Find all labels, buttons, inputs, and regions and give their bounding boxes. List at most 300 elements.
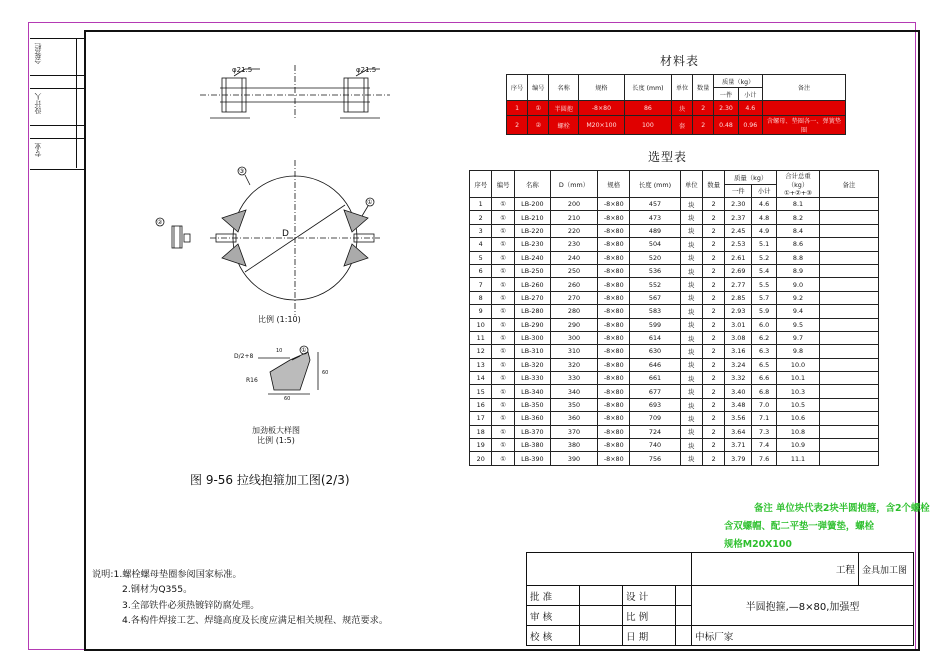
table-cell: -8×80 bbox=[598, 452, 630, 465]
table-cell: 8.9 bbox=[777, 264, 820, 277]
table-cell: 9.7 bbox=[777, 331, 820, 344]
dim-label: φ21.5 bbox=[232, 66, 253, 74]
table-cell: 250 bbox=[550, 264, 597, 277]
table-cell: 7 bbox=[470, 278, 492, 291]
table-cell: 8.2 bbox=[777, 211, 820, 224]
table-cell: 2.93 bbox=[725, 305, 752, 318]
detail-dim: 10 bbox=[276, 348, 283, 354]
table-cell: 9.4 bbox=[777, 305, 820, 318]
general-notes bbox=[92, 567, 388, 628]
table-cell: 10.9 bbox=[777, 439, 820, 452]
table-cell: 4.6 bbox=[738, 101, 762, 116]
table-cell: 块 bbox=[680, 291, 702, 304]
table-cell: 18 bbox=[470, 425, 492, 438]
table-cell: 646 bbox=[630, 358, 680, 371]
table-cell: 3.40 bbox=[725, 385, 752, 398]
table-cell: ① bbox=[492, 372, 514, 385]
table-cell: LB-330 bbox=[514, 372, 550, 385]
table-header: 长度 (mm) bbox=[624, 75, 671, 101]
design-label: 设 计 bbox=[623, 586, 676, 606]
material-table-title: 材料表 bbox=[660, 54, 700, 68]
table-cell: 2 bbox=[702, 291, 724, 304]
table-cell: ① bbox=[528, 101, 549, 116]
table-cell: 2 bbox=[702, 331, 724, 344]
table-cell: ① bbox=[492, 345, 514, 358]
table-cell: -8×80 bbox=[598, 331, 630, 344]
table-cell: LB-340 bbox=[514, 385, 550, 398]
table-cell: 220 bbox=[550, 224, 597, 237]
table-cell: 100 bbox=[624, 116, 671, 135]
table-header: 名称 bbox=[514, 171, 550, 198]
table-cell: 块 bbox=[680, 251, 702, 264]
table-row bbox=[470, 264, 879, 277]
check-label: 校 核 bbox=[527, 626, 580, 646]
table-cell: 4.8 bbox=[752, 211, 777, 224]
table-cell: -8×80 bbox=[598, 224, 630, 237]
table-cell: 5 bbox=[470, 251, 492, 264]
table-cell: 块 bbox=[680, 318, 702, 331]
table-cell: 块 bbox=[680, 372, 702, 385]
note-line: 4.各构件焊接工艺、焊缝高度及长度应满足相关规程、规范要求。 bbox=[122, 614, 389, 626]
table-cell: 8 bbox=[470, 291, 492, 304]
table-cell: -8×80 bbox=[598, 264, 630, 277]
table-cell: 块 bbox=[680, 331, 702, 344]
table-cell: 2.30 bbox=[725, 198, 752, 211]
table-cell: 677 bbox=[630, 385, 680, 398]
table-row bbox=[470, 398, 879, 411]
table-cell: 2 bbox=[702, 398, 724, 411]
table-cell: 4.9 bbox=[752, 224, 777, 237]
table-cell: LB-270 bbox=[514, 291, 550, 304]
table-header: 备注 bbox=[763, 75, 846, 101]
table-cell: 11 bbox=[470, 331, 492, 344]
table-cell: 块 bbox=[680, 211, 702, 224]
table-cell: 块 bbox=[680, 452, 702, 465]
table-cell: 12 bbox=[470, 345, 492, 358]
table-header: 数量 bbox=[693, 75, 714, 101]
table-header: 单位 bbox=[671, 75, 692, 101]
drawing-name: 半圆抱箍,—8×80,加强型 bbox=[692, 586, 914, 626]
approve-label: 批 准 bbox=[527, 586, 580, 606]
table-cell: 756 bbox=[630, 452, 680, 465]
table-cell: 块 bbox=[680, 224, 702, 237]
table-cell: 8.6 bbox=[777, 238, 820, 251]
table-header: D（mm） bbox=[550, 171, 597, 198]
table-row bbox=[470, 305, 879, 318]
clamp-drawing bbox=[150, 60, 440, 420]
table-cell bbox=[820, 358, 879, 371]
table-header: 编号 bbox=[492, 171, 514, 198]
table-row bbox=[470, 412, 879, 425]
table-cell: 3 bbox=[470, 224, 492, 237]
table-cell: 630 bbox=[630, 345, 680, 358]
table-cell: ① bbox=[492, 278, 514, 291]
table-cell: LB-210 bbox=[514, 211, 550, 224]
part-marker: ② bbox=[157, 219, 163, 226]
table-cell: -8×80 bbox=[579, 101, 625, 116]
table-cell: ① bbox=[492, 412, 514, 425]
table-cell: -8×80 bbox=[598, 372, 630, 385]
table-cell: ① bbox=[492, 198, 514, 211]
table-cell: LB-390 bbox=[514, 452, 550, 465]
table-cell: 2 bbox=[702, 251, 724, 264]
part-marker: ③ bbox=[239, 168, 245, 175]
table-cell: 473 bbox=[630, 211, 680, 224]
table-header: 备注 bbox=[820, 171, 879, 198]
table-cell: 709 bbox=[630, 412, 680, 425]
table-cell: ① bbox=[492, 439, 514, 452]
table-cell bbox=[820, 372, 879, 385]
table-cell: 457 bbox=[630, 198, 680, 211]
table-cell: 5.9 bbox=[752, 305, 777, 318]
table-cell: 块 bbox=[680, 278, 702, 291]
table-cell: 2 bbox=[702, 412, 724, 425]
table-header: 规格 bbox=[598, 171, 630, 198]
table-cell: 340 bbox=[550, 385, 597, 398]
table-cell: 3.79 bbox=[725, 452, 752, 465]
table-cell: 489 bbox=[630, 224, 680, 237]
note-line: 3.全部铁件必须热镀锌防腐处理。 bbox=[122, 599, 260, 611]
table-header: 数量 bbox=[702, 171, 724, 198]
table-cell: LB-380 bbox=[514, 439, 550, 452]
table-cell: 7.0 bbox=[752, 398, 777, 411]
table-header: 编号 bbox=[528, 75, 549, 101]
table-cell: 6.5 bbox=[752, 358, 777, 371]
table-cell: 套 bbox=[671, 116, 692, 135]
table-cell: 含螺母、垫圈各一、弹簧垫圈 bbox=[763, 116, 846, 135]
table-row bbox=[470, 224, 879, 237]
table-cell: 10.0 bbox=[777, 358, 820, 371]
table-cell: 3.16 bbox=[725, 345, 752, 358]
table-cell: LB-260 bbox=[514, 278, 550, 291]
table-cell: 19 bbox=[470, 439, 492, 452]
table-cell: ① bbox=[492, 425, 514, 438]
table-cell: LB-250 bbox=[514, 264, 550, 277]
table-cell: 7.1 bbox=[752, 412, 777, 425]
table-cell: -8×80 bbox=[598, 278, 630, 291]
table-cell: 2 bbox=[702, 439, 724, 452]
table-cell bbox=[820, 291, 879, 304]
table-cell: 块 bbox=[680, 439, 702, 452]
table-cell: ① bbox=[492, 358, 514, 371]
table-cell bbox=[820, 224, 879, 237]
table-cell: 614 bbox=[630, 331, 680, 344]
table-cell: 块 bbox=[680, 305, 702, 318]
table-header: 一件 bbox=[714, 88, 738, 101]
table-row bbox=[470, 278, 879, 291]
table-cell: -8×80 bbox=[598, 398, 630, 411]
table-cell: 10 bbox=[470, 318, 492, 331]
company-label: 中标厂家 bbox=[692, 626, 914, 646]
table-cell: 86 bbox=[624, 101, 671, 116]
table-cell bbox=[820, 452, 879, 465]
table-cell: 3.08 bbox=[725, 331, 752, 344]
table-cell: 3.24 bbox=[725, 358, 752, 371]
table-header: 质量（kg） bbox=[725, 171, 777, 185]
table-row bbox=[470, 331, 879, 344]
table-cell: 583 bbox=[630, 305, 680, 318]
table-header: 合计总重（kg） ①+②+③ bbox=[777, 171, 820, 198]
table-cell: 6.3 bbox=[752, 345, 777, 358]
title-block bbox=[526, 552, 914, 646]
table-cell: 2 bbox=[693, 101, 714, 116]
table-cell bbox=[820, 264, 879, 277]
table-cell: 2 bbox=[702, 452, 724, 465]
table-cell bbox=[820, 398, 879, 411]
table-cell bbox=[820, 305, 879, 318]
table-cell: 7.6 bbox=[752, 452, 777, 465]
table-cell: 块 bbox=[680, 264, 702, 277]
table-cell: LB-230 bbox=[514, 238, 550, 251]
table-cell: 2 bbox=[702, 224, 724, 237]
table-cell: 块 bbox=[680, 398, 702, 411]
table-cell: -8×80 bbox=[598, 291, 630, 304]
table-cell: LB-220 bbox=[514, 224, 550, 237]
table-cell: 6.2 bbox=[752, 331, 777, 344]
table-cell: ① bbox=[492, 452, 514, 465]
table-cell bbox=[820, 238, 879, 251]
detail-dim: R16 bbox=[246, 377, 258, 384]
table-cell: 9.8 bbox=[777, 345, 820, 358]
figure-caption: 图 9-56 拉线抱箍加工图(2/3) bbox=[190, 473, 350, 487]
table-cell: 520 bbox=[630, 251, 680, 264]
table-cell: LB-360 bbox=[514, 412, 550, 425]
table-cell: 230 bbox=[550, 238, 597, 251]
table-cell: LB-290 bbox=[514, 318, 550, 331]
table-cell: 6.6 bbox=[752, 372, 777, 385]
table-cell: 0.96 bbox=[738, 116, 762, 135]
table-cell: 10.1 bbox=[777, 372, 820, 385]
table-cell: 4.6 bbox=[752, 198, 777, 211]
part-marker: ① bbox=[301, 347, 307, 354]
table-cell: 567 bbox=[630, 291, 680, 304]
table-cell: 2 bbox=[702, 345, 724, 358]
table-cell: -8×80 bbox=[598, 238, 630, 251]
table-cell: 536 bbox=[630, 264, 680, 277]
table-cell: 2 bbox=[702, 358, 724, 371]
table-cell: 块 bbox=[680, 385, 702, 398]
table-row bbox=[470, 318, 879, 331]
table-header: 质量（kg） bbox=[714, 75, 763, 88]
table-row bbox=[470, 372, 879, 385]
table-cell: LB-200 bbox=[514, 198, 550, 211]
table-cell: 3.32 bbox=[725, 372, 752, 385]
table-cell: 1 bbox=[507, 101, 528, 116]
table-cell: 7.4 bbox=[752, 439, 777, 452]
table-cell: 390 bbox=[550, 452, 597, 465]
scale-field-label: 比 例 bbox=[623, 606, 676, 626]
detail-title: 加劲板大样图 bbox=[252, 426, 300, 435]
sidebar-label: 会签栏 bbox=[34, 43, 42, 64]
table-cell: 10.5 bbox=[777, 398, 820, 411]
table-cell: LB-350 bbox=[514, 398, 550, 411]
table-cell: 2 bbox=[702, 211, 724, 224]
table-cell: 300 bbox=[550, 331, 597, 344]
table-cell: 599 bbox=[630, 318, 680, 331]
table-cell: 10.8 bbox=[777, 425, 820, 438]
date-label: 日 期 bbox=[623, 626, 676, 646]
table-cell: 2 bbox=[702, 305, 724, 318]
table-cell: 280 bbox=[550, 305, 597, 318]
table-row bbox=[507, 101, 846, 116]
table-row bbox=[507, 116, 846, 135]
table-cell: -8×80 bbox=[598, 439, 630, 452]
table-cell: 17 bbox=[470, 412, 492, 425]
table-cell: ① bbox=[492, 318, 514, 331]
table-cell: 块 bbox=[680, 425, 702, 438]
note-line: 2.钢材为Q355。 bbox=[122, 584, 193, 596]
table-header: 小计 bbox=[738, 88, 762, 101]
table-cell: 5.5 bbox=[752, 278, 777, 291]
table-cell: 310 bbox=[550, 345, 597, 358]
table-cell bbox=[820, 278, 879, 291]
table-row bbox=[470, 385, 879, 398]
note-line: 说明:1.螺栓螺母垫圈参阅国家标准。 bbox=[92, 569, 242, 580]
table-cell: 8.8 bbox=[777, 251, 820, 264]
table-cell: 块 bbox=[680, 198, 702, 211]
table-cell: 3.64 bbox=[725, 425, 752, 438]
table-cell: 320 bbox=[550, 358, 597, 371]
detail-dim: 60 bbox=[284, 396, 291, 402]
table-cell: 2 bbox=[702, 318, 724, 331]
table-cell: 块 bbox=[680, 412, 702, 425]
table-cell: 740 bbox=[630, 439, 680, 452]
table-cell: 5.1 bbox=[752, 238, 777, 251]
table-header: 小计 bbox=[752, 184, 777, 198]
table-cell: 9 bbox=[470, 305, 492, 318]
table-cell: 6 bbox=[470, 264, 492, 277]
table-cell bbox=[820, 385, 879, 398]
scale-label: 比例 (1:10) bbox=[258, 315, 301, 324]
table-row bbox=[470, 211, 879, 224]
table-cell: ① bbox=[492, 385, 514, 398]
sign-off-sidebar bbox=[30, 38, 84, 168]
table-cell: -8×80 bbox=[598, 198, 630, 211]
table-cell: 9.5 bbox=[777, 318, 820, 331]
table-cell: ① bbox=[492, 264, 514, 277]
table-cell bbox=[820, 211, 879, 224]
table-cell: 360 bbox=[550, 412, 597, 425]
table-cell: 200 bbox=[550, 198, 597, 211]
table-cell: -8×80 bbox=[598, 345, 630, 358]
table-cell: 2 bbox=[702, 385, 724, 398]
table-cell: 661 bbox=[630, 372, 680, 385]
table-row bbox=[470, 345, 879, 358]
table-cell bbox=[820, 318, 879, 331]
table-cell: 13 bbox=[470, 358, 492, 371]
table-cell: 螺栓 bbox=[549, 116, 579, 135]
table-cell: 20 bbox=[470, 452, 492, 465]
detail-dim: D/2+8 bbox=[234, 353, 254, 360]
detail-dim: 60 bbox=[322, 370, 329, 376]
table-cell: 块 bbox=[680, 238, 702, 251]
table-row bbox=[470, 439, 879, 452]
material-table bbox=[506, 74, 846, 135]
table-header: 单位 bbox=[680, 171, 702, 198]
table-cell: 2 bbox=[702, 372, 724, 385]
category-label: 金具加工图 bbox=[859, 553, 914, 586]
remark-line: 规格M20X100 bbox=[724, 539, 792, 550]
table-cell: -8×80 bbox=[598, 425, 630, 438]
table-cell: 270 bbox=[550, 291, 597, 304]
table-cell: M20×100 bbox=[579, 116, 625, 135]
table-cell: LB-240 bbox=[514, 251, 550, 264]
table-header: 一件 bbox=[725, 184, 752, 198]
table-cell: 290 bbox=[550, 318, 597, 331]
table-cell: 10.3 bbox=[777, 385, 820, 398]
table-cell: 3.71 bbox=[725, 439, 752, 452]
table-cell bbox=[820, 425, 879, 438]
table-cell: 330 bbox=[550, 372, 597, 385]
review-label: 审 核 bbox=[527, 606, 580, 626]
table-cell: -8×80 bbox=[598, 412, 630, 425]
table-cell: LB-320 bbox=[514, 358, 550, 371]
table-cell: 8.1 bbox=[777, 198, 820, 211]
table-cell: LB-370 bbox=[514, 425, 550, 438]
table-cell: ① bbox=[492, 211, 514, 224]
table-cell bbox=[820, 331, 879, 344]
table-row bbox=[470, 238, 879, 251]
table-cell: ① bbox=[492, 305, 514, 318]
table-cell: 10.6 bbox=[777, 412, 820, 425]
table-cell: 693 bbox=[630, 398, 680, 411]
table-cell: 240 bbox=[550, 251, 597, 264]
table-row bbox=[470, 452, 879, 465]
table-cell: 380 bbox=[550, 439, 597, 452]
table-cell bbox=[820, 439, 879, 452]
table-cell: 7.3 bbox=[752, 425, 777, 438]
table-cell: 14 bbox=[470, 372, 492, 385]
table-cell: -8×80 bbox=[598, 211, 630, 224]
table-cell: 6.8 bbox=[752, 385, 777, 398]
table-cell: ① bbox=[492, 251, 514, 264]
table-header: 序号 bbox=[507, 75, 528, 101]
table-cell: 2.61 bbox=[725, 251, 752, 264]
table-cell: 2.30 bbox=[714, 101, 738, 116]
table-row bbox=[470, 291, 879, 304]
remark-line: 备注 单位块代表2块半圆抱箍，含2个螺栓 bbox=[754, 503, 930, 514]
table-cell: -8×80 bbox=[598, 318, 630, 331]
table-header: 序号 bbox=[470, 171, 492, 198]
table-cell: 块 bbox=[671, 101, 692, 116]
table-row bbox=[470, 198, 879, 211]
table-header: 名称 bbox=[549, 75, 579, 101]
table-cell: 2.77 bbox=[725, 278, 752, 291]
sidebar-label: 设计人 bbox=[34, 93, 42, 114]
table-cell: 2 bbox=[702, 425, 724, 438]
table-cell: 2 bbox=[702, 238, 724, 251]
table-cell: 552 bbox=[630, 278, 680, 291]
selection-table bbox=[469, 170, 879, 466]
table-cell bbox=[820, 198, 879, 211]
table-cell: 3.48 bbox=[725, 398, 752, 411]
part-marker: ① bbox=[367, 199, 373, 206]
selection-table-title: 选型表 bbox=[648, 150, 688, 164]
table-cell: 2 bbox=[507, 116, 528, 135]
table-cell: 5.4 bbox=[752, 264, 777, 277]
table-cell: 3.56 bbox=[725, 412, 752, 425]
table-cell: 2.85 bbox=[725, 291, 752, 304]
table-cell: 2 bbox=[693, 116, 714, 135]
diameter-label: D bbox=[282, 229, 289, 239]
table-cell: 0.48 bbox=[714, 116, 738, 135]
table-cell: ① bbox=[492, 398, 514, 411]
table-cell: 260 bbox=[550, 278, 597, 291]
table-row bbox=[470, 251, 879, 264]
table-cell: 3.01 bbox=[725, 318, 752, 331]
table-cell: -8×80 bbox=[598, 385, 630, 398]
table-cell: ① bbox=[492, 224, 514, 237]
